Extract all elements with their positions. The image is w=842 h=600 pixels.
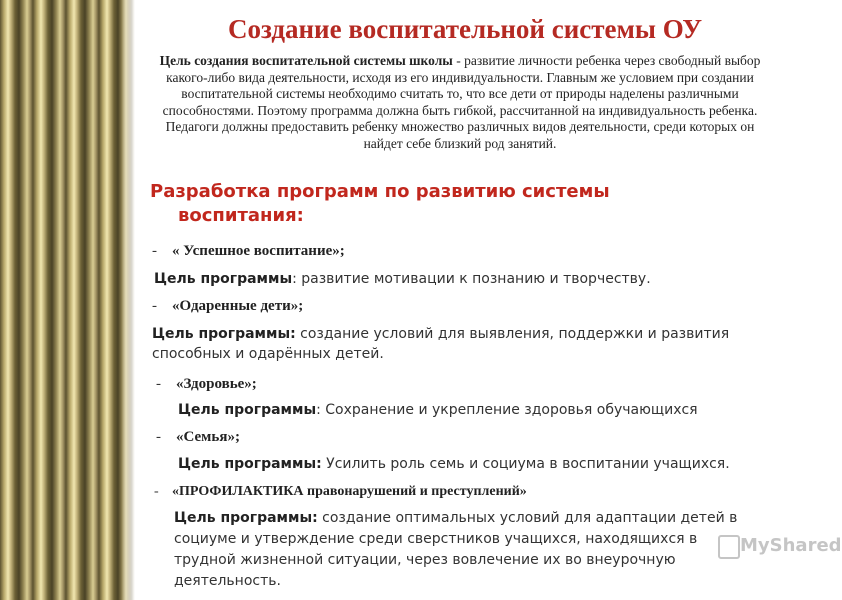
program-item	[154, 482, 527, 502]
dash-marker: -	[154, 484, 159, 499]
goal-label: Цель программы	[154, 271, 293, 287]
program-name: «Одаренные дети»;	[172, 298, 304, 314]
program-name: «ПРОФИЛАКТИКА правонарушений и преступлений»	[172, 484, 527, 499]
section-subtitle	[150, 180, 770, 228]
program-goal	[152, 324, 752, 364]
program-goal	[154, 269, 774, 289]
subtitle-line-1: Разработка программ по развитию системы	[150, 181, 610, 202]
program-item	[156, 427, 240, 447]
intro-paragraph	[150, 53, 770, 152]
dash-marker: -	[156, 429, 161, 445]
goal-text: создание условий для выявления, поддержки и развития способных и одарённых детей.	[152, 326, 730, 362]
slide-title: Создание воспитательной системы ОУ	[227, 14, 703, 44]
goal-label: Цель программы:	[178, 456, 322, 472]
slide	[140, 0, 842, 600]
goal-text: создание оптимальных условий для адаптации детей в социуме и утверждение среди сверстников учащихся, находящихся в трудной жизненной ситуации, через вовлечение их во внеурочную деятельность.	[174, 510, 738, 589]
program-item	[152, 241, 345, 261]
subtitle-line-2: воспитания:	[178, 205, 304, 226]
program-name: «Семья»;	[176, 429, 240, 445]
intro-bold: Цель создания воспитательной системы школы	[159, 53, 453, 68]
program-goal	[178, 454, 778, 474]
program-item	[152, 296, 303, 316]
program-name: « Успешное воспитание»;	[172, 243, 345, 259]
decorative-stripes	[0, 0, 135, 600]
goal-label: Цель программы:	[152, 326, 296, 342]
program-goal	[178, 400, 778, 420]
intro-text: - развитие личности ребенка через свободный выбор какого-либо вида деятельности, исходя из его индивидуальности. Главным же условием при создании воспитательной системы необходимо считать то, что все дети от природы наделены различными способностями. Поэтому программа должна быть гибкой, рассчитанной на индивидуальность ребенка. Педагоги должны предоставить ребенку множество различных видов деятельности, среди которых он найдет себе близкий род занятий.	[162, 53, 761, 151]
watermark-icon	[718, 535, 740, 559]
goal-text: : Сохранение и укрепление здоровья обучающихся	[316, 402, 698, 418]
goal-text: Усилить роль семь и социума в воспитании учащихся.	[321, 456, 730, 472]
program-goal	[174, 508, 754, 592]
dash-marker: -	[156, 376, 161, 392]
dash-marker: -	[152, 243, 157, 259]
program-name: «Здоровье»;	[176, 376, 257, 392]
goal-text: : развитие мотивации к познанию и творчеству.	[292, 271, 651, 287]
dash-marker: -	[152, 298, 157, 314]
program-item	[156, 374, 257, 394]
watermark: MyShared	[740, 535, 842, 556]
goal-label: Цель программы	[178, 402, 317, 418]
goal-label: Цель программы:	[174, 510, 318, 526]
